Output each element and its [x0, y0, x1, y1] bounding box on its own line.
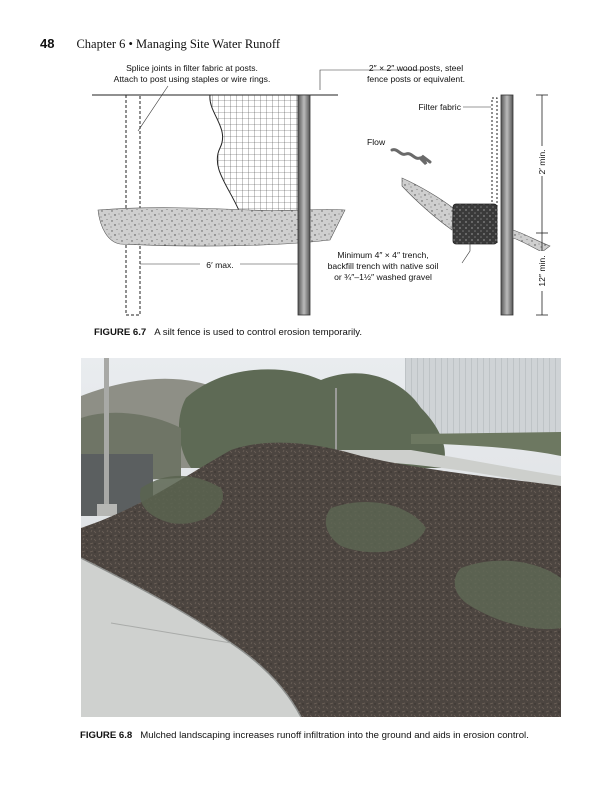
trench-backfill	[453, 204, 497, 244]
splice-label-line1: Splice joints in filter fabric at posts.	[126, 63, 258, 73]
silt-fence-diagram	[80, 58, 560, 323]
trench-label-line3: or ¾″–1½″ washed gravel	[334, 272, 432, 282]
depth-below-label: 12″ min.	[537, 255, 547, 287]
page-number: 48	[40, 36, 55, 51]
trench-label-line2: backfill trench with native soil	[327, 261, 439, 271]
wood-post	[298, 95, 310, 315]
figure-6-7-caption	[94, 327, 362, 338]
figure-6-8-caption-label: FIGURE 6.8	[80, 730, 133, 741]
trench-label-line1: Minimum 4″ × 4″ trench,	[337, 250, 429, 260]
spacing-label: 6′ max.	[206, 260, 234, 270]
leader-trench	[462, 243, 470, 263]
running-head-title: Chapter 6 • Managing Site Water Runoff	[76, 37, 281, 51]
light-pole	[104, 358, 109, 508]
flow-label: Flow	[367, 137, 386, 147]
figure-6-8-caption-text: Mulched landscaping increases runoff infiltration into the ground and aids in erosion control.	[140, 730, 529, 741]
posts-label-line1: 2″ × 2″ wood posts, steel	[368, 63, 464, 73]
figure-6-7-caption-text: A silt fence is used to control erosion temporarily.	[154, 327, 363, 338]
filter-fabric-mesh	[210, 95, 298, 213]
section-post	[501, 95, 513, 315]
posts-label-line2: fence posts or equivalent.	[367, 74, 465, 84]
upslope-soil	[402, 178, 453, 230]
height-above-label: 2′ min.	[537, 149, 547, 175]
pole-base	[97, 504, 117, 516]
running-header	[40, 36, 280, 52]
splice-label-line2: Attach to post using staples or wire rings.	[113, 74, 271, 84]
figure-6-8-caption	[80, 730, 529, 741]
dashed-post	[126, 95, 140, 315]
flow-arrow-icon	[392, 150, 430, 164]
leader-splice	[138, 86, 168, 131]
filter-fabric-label: Filter fabric	[418, 102, 461, 112]
mulched-landscape-photo	[81, 358, 561, 717]
sign-post	[335, 388, 337, 458]
figure-6-7-caption-label: FIGURE 6.7	[94, 327, 147, 338]
